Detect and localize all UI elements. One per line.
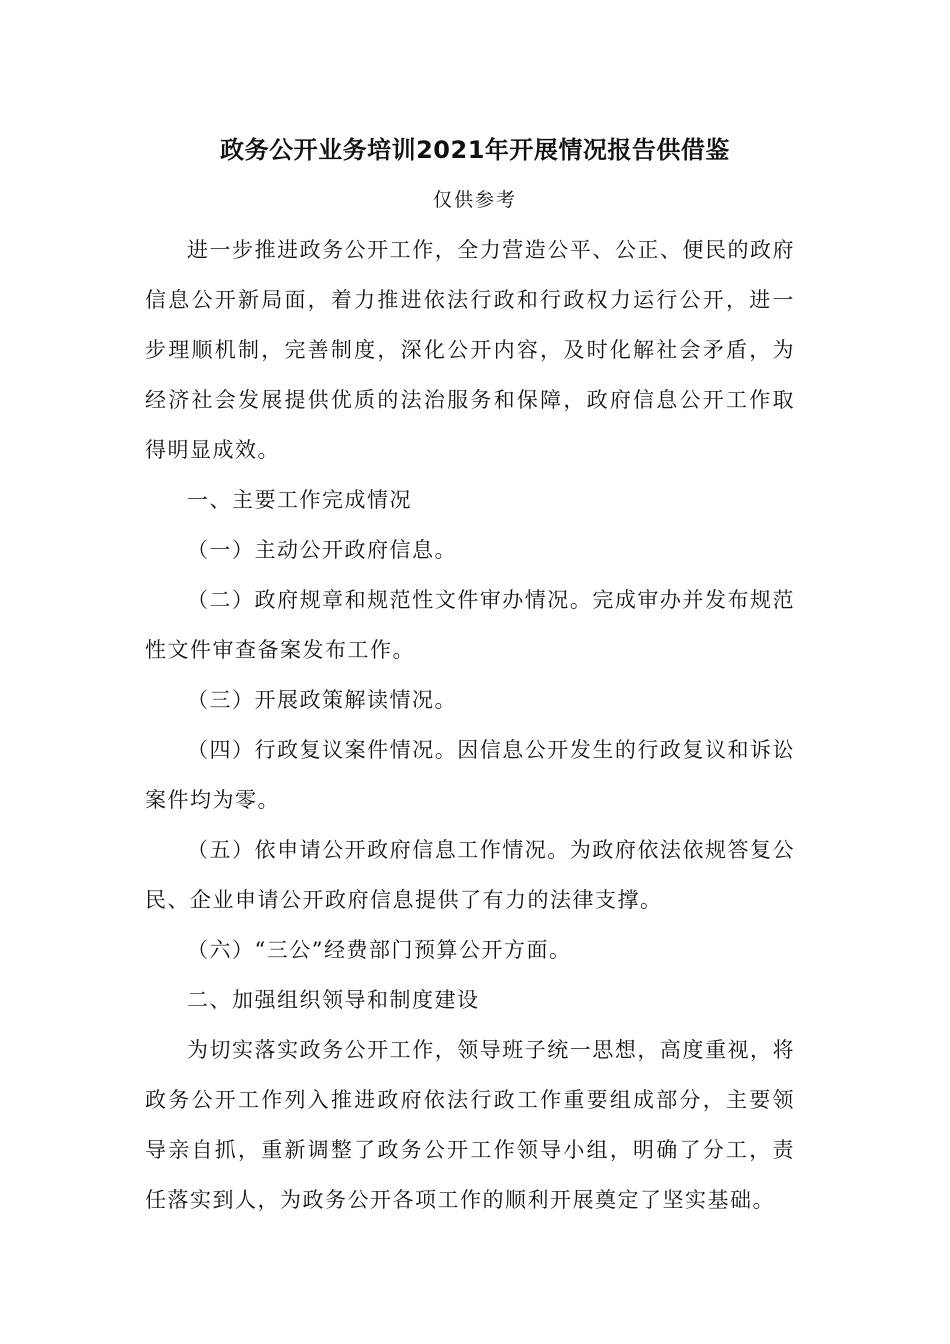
paragraph-item-2: （二）政府规章和规范性文件审办情况。完成审办并发布规范性文件审查备案发布工作。 [145, 588, 795, 662]
document-title: 政务公开业务培训2021年开展情况报告供借鉴 [220, 136, 730, 164]
paragraph-item-6: （六）“三公”经费部门预算公开方面。 [187, 938, 572, 962]
paragraph-item-3: （三）开展政策解读情况。 [187, 688, 457, 712]
document-subtitle: 仅供参考 [432, 189, 517, 211]
paragraph-intro: 进一步推进政务公开工作，全力营造公平、公正、便民的政府信息公开新局面，着力推进依法行政和行政权力运行公开，进一步理顺机制，完善制度，深化公开内容，及时化解社会矛盾，为经济社会发展提供优质的法治服务和保障，政府信息公开工作取得明显成效。 [145, 238, 795, 462]
paragraph-item-4: （四）行政复议案件情况。因信息公开发生的行政复议和诉讼案件均为零。 [145, 738, 795, 812]
paragraph-item-1: （一）主动公开政府信息。 [187, 538, 457, 562]
section-heading-2: 二、加强组织领导和制度建设 [187, 988, 480, 1012]
section-heading-1: 一、主要工作完成情况 [187, 488, 412, 512]
paragraph-item-5: （五）依申请公开政府信息工作情况。为政府依法依规答复公民、企业申请公开政府信息提供了有力的法律支撑。 [145, 838, 795, 912]
paragraph-section-2: 为切实落实政务公开工作，领导班子统一思想，高度重视，将政务公开工作列入推进政府依法行政工作重要组成部分，主要领导亲自抓，重新调整了政务公开工作领导小组，明确了分工，责任落实到人，为政务公开各项工作的顺利开展奠定了坚实基础。 [145, 1038, 795, 1212]
document-body [145, 225, 795, 1225]
